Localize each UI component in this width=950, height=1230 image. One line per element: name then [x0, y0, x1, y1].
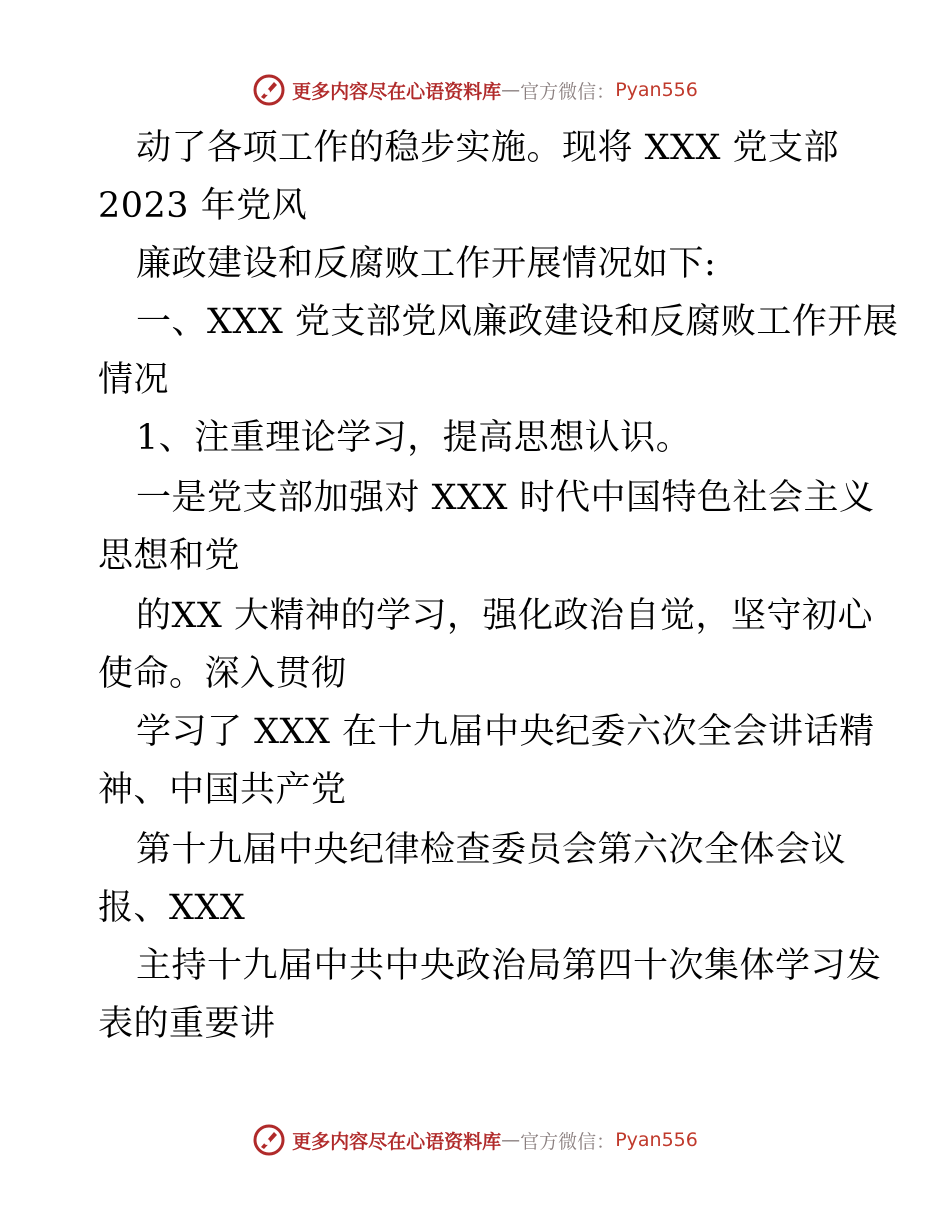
header-watermark	[0, 70, 950, 110]
section-heading-cont: 情况	[98, 360, 170, 400]
watermark-brand: 更多内容尽在心语资料库	[292, 1130, 502, 1153]
watermark-contact-label: 官方微信：	[520, 80, 616, 103]
quill-circle-logo-icon	[252, 73, 286, 107]
watermark-contact-label: 官方微信：	[520, 1130, 616, 1153]
body-line: 报、XXX	[98, 888, 246, 928]
body-line: 一是党支部加强对 XXX 时代中国特色社会主义	[136, 478, 875, 518]
body-line: 思想和党	[98, 536, 241, 576]
watermark-contact-id: Pyan556	[615, 1129, 698, 1151]
watermark-brand: 更多内容尽在心语资料库	[292, 80, 502, 103]
footer-watermark	[0, 1120, 950, 1160]
body-line: 动了各项工作的稳步实施。现将 XXX 党支部	[136, 128, 840, 168]
body-line: 使命。深入贯彻	[98, 654, 347, 694]
body-line: 学习了 XXX 在十九届中央纪委六次全会讲话精	[136, 712, 875, 752]
subsection-heading: 1、注重理论学习，提高思想认识。	[136, 418, 692, 458]
body-line: 第十九届中央纪律检查委员会第六次全体会议	[136, 830, 847, 870]
section-heading: 一、XXX 党支部党风廉政建设和反腐败工作开展	[136, 302, 899, 342]
watermark-separator: —	[501, 79, 521, 101]
quill-circle-logo-icon	[252, 1123, 286, 1157]
body-line: 表的重要讲	[98, 1004, 276, 1044]
body-line: 2023 年党风	[98, 186, 308, 226]
body-line: 主持十九届中共中央政治局第四十次集体学习发	[136, 946, 882, 986]
watermark-separator: —	[501, 1129, 521, 1151]
body-line: 的XX 大精神的学习，强化政治自觉，坚守初心	[136, 596, 873, 636]
watermark-contact-id: Pyan556	[615, 79, 698, 101]
body-line: 神、中国共产党	[98, 770, 347, 810]
body-line: 廉政建设和反腐败工作开展情况如下:	[136, 244, 717, 284]
